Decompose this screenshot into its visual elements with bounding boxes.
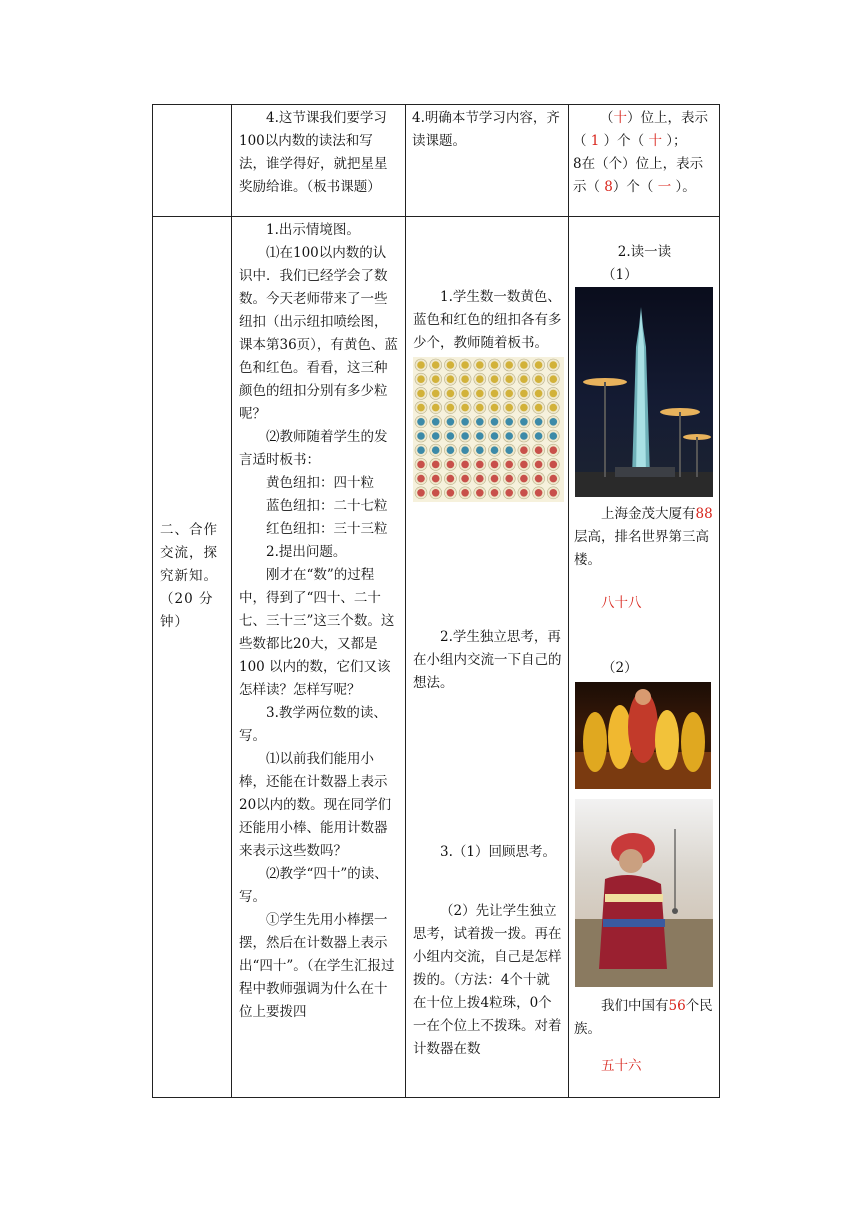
button-dot xyxy=(461,375,469,383)
button-dot xyxy=(520,404,528,412)
button-dot xyxy=(491,489,499,497)
button-dot xyxy=(505,489,513,497)
button-dot xyxy=(447,475,455,483)
button-dot xyxy=(535,461,543,469)
button-dot xyxy=(550,446,558,454)
button-dot xyxy=(491,432,499,440)
student-text: 4.明确本节学习内容，齐读课题。 xyxy=(412,110,560,149)
button-dot xyxy=(491,475,499,483)
button-dot xyxy=(417,489,425,497)
button-dot xyxy=(417,446,425,454)
button-dot xyxy=(505,461,513,469)
stage-cell xyxy=(153,217,232,1098)
button-dot xyxy=(476,461,484,469)
board-text: （十）位上，表示 （ 1 ）个（ 十 ）； 8在（个）位上，表示 示（ 8）个（ 一 ）。 xyxy=(573,110,708,195)
button-dot xyxy=(520,489,528,497)
teacher-text: 4.这节课我们要学习100以内数的读法和写法，谁学得好，就把星星奖励给谁。（板书课题） xyxy=(239,110,388,195)
button-dot xyxy=(432,375,440,383)
buttons-grid xyxy=(413,357,564,502)
button-dot xyxy=(505,361,513,369)
student-activity-cell xyxy=(406,217,569,1098)
building-caption: 上海金茂大厦有88层高，排名世界第三高楼。 xyxy=(574,506,713,568)
button-dot xyxy=(491,361,499,369)
student-activity-cell xyxy=(406,105,569,217)
button-dot xyxy=(447,375,455,383)
button-dot xyxy=(520,361,528,369)
answer-eighty-eight: 八十八 xyxy=(601,595,642,611)
answer-ten: 十 xyxy=(613,110,627,126)
button-dot xyxy=(432,361,440,369)
button-dot xyxy=(432,390,440,398)
teacher-activity-cell xyxy=(232,105,406,217)
button-dot xyxy=(417,390,425,398)
button-dot xyxy=(505,390,513,398)
button-dot xyxy=(520,418,528,426)
read-title: 2.读一读 xyxy=(617,244,672,260)
button-dot xyxy=(476,390,484,398)
button-dot xyxy=(520,390,528,398)
button-dot xyxy=(535,404,543,412)
button-dot xyxy=(432,418,440,426)
button-dot xyxy=(550,461,558,469)
button-dot xyxy=(447,361,455,369)
woman-photo-illustration xyxy=(575,799,713,987)
button-dot xyxy=(550,404,558,412)
button-dot xyxy=(491,461,499,469)
button-dot xyxy=(535,375,543,383)
button-dot xyxy=(535,489,543,497)
lesson-plan-table xyxy=(152,104,720,1098)
button-dot xyxy=(447,446,455,454)
button-dot xyxy=(520,475,528,483)
button-dot xyxy=(535,390,543,398)
button-dot xyxy=(461,475,469,483)
button-dot xyxy=(520,461,528,469)
button-dot xyxy=(535,418,543,426)
teacher-activity-cell xyxy=(232,217,406,1098)
button-dot xyxy=(432,475,440,483)
jinmao-tower-image xyxy=(575,287,713,497)
button-dot xyxy=(432,404,440,412)
button-dot xyxy=(432,461,440,469)
button-dot xyxy=(550,375,558,383)
button-dot xyxy=(476,489,484,497)
button-dot xyxy=(476,446,484,454)
button-dot xyxy=(535,446,543,454)
button-dot xyxy=(550,432,558,440)
dancers-image xyxy=(575,682,711,789)
button-dot xyxy=(505,432,513,440)
button-dot xyxy=(461,390,469,398)
button-dot xyxy=(461,361,469,369)
table-row xyxy=(153,105,720,217)
tower-photo-illustration xyxy=(575,287,713,497)
buttons-image xyxy=(413,357,564,502)
button-dot xyxy=(447,390,455,398)
button-dot xyxy=(417,432,425,440)
button-dot xyxy=(432,489,440,497)
button-dot xyxy=(505,404,513,412)
button-dot xyxy=(491,390,499,398)
button-dot xyxy=(476,375,484,383)
button-dot xyxy=(476,404,484,412)
button-dot xyxy=(447,461,455,469)
button-dot xyxy=(476,418,484,426)
button-dot xyxy=(476,361,484,369)
button-dot xyxy=(505,475,513,483)
answer-fifty-six: 五十六 xyxy=(601,1058,642,1074)
button-dot xyxy=(550,489,558,497)
sub-label-2: （2） xyxy=(602,660,638,676)
button-dot xyxy=(491,446,499,454)
button-dot xyxy=(417,461,425,469)
button-dot xyxy=(447,404,455,412)
button-dot xyxy=(491,418,499,426)
button-dot xyxy=(461,461,469,469)
button-dot xyxy=(417,418,425,426)
stage-label: 二、合作交流，探究新知。（20 分钟） xyxy=(160,522,218,630)
student-step-3: 3.（1）回顾思考。 xyxy=(440,844,556,860)
board-cell xyxy=(569,105,720,217)
button-dot xyxy=(447,432,455,440)
button-dot xyxy=(417,404,425,412)
button-dot xyxy=(432,432,440,440)
button-dot xyxy=(476,475,484,483)
button-dot xyxy=(550,475,558,483)
ethnic-woman-image xyxy=(575,799,713,987)
button-dot xyxy=(505,418,513,426)
button-dot xyxy=(520,375,528,383)
sub-label-1: （1） xyxy=(602,267,638,283)
button-dot xyxy=(476,432,484,440)
board-cell xyxy=(569,217,720,1098)
button-dot xyxy=(447,489,455,497)
teacher-steps: 1.出示情境图。 ⑴在100以内数的认识中．我们已经学会了数数。今天老师带来了一些纽扣（出示纽扣喷绘图，课本第36页），有黄色、蓝色和红色。看看，这三种颜色的纽扣分别有多少粒呢？ ⑵教师随着学生的发言适时板书： 黄色纽扣：四十粒 蓝色纽扣：二十七粒 红色纽扣：三十三粒 2.提出问题。 刚才在“数”的过程中，得到了“四十、二十七、三十三”这三个数。这些数都比20大，又都是 100 以内的数，它们又该怎样读？怎样写呢？ 3.教学两位数的读、写。 ⑴以前我们能用小棒，还能在计数器上表示20以内的数。现在同学们还能用小棒、能用计数器来表示这些数吗？ ⑵教学“四十”的读、写。 ①学生先用小棒摆一摆，然后在计数器上表示出“四十”。（在学生汇报过程中教师强调为什么在十位上要拨四 xyxy=(239,222,398,1020)
student-step-1: 1.学生数一数黄色、蓝色和红色的纽扣各有多少个，教师随着板书。 xyxy=(413,289,562,351)
button-dot xyxy=(520,446,528,454)
button-dot xyxy=(417,361,425,369)
button-dot xyxy=(461,404,469,412)
button-dot xyxy=(417,475,425,483)
button-dot xyxy=(535,475,543,483)
button-dot xyxy=(461,489,469,497)
button-dot xyxy=(461,418,469,426)
button-dot xyxy=(461,432,469,440)
table-row xyxy=(153,217,720,1098)
button-dot xyxy=(417,375,425,383)
button-dot xyxy=(447,418,455,426)
button-dot xyxy=(535,432,543,440)
button-dot xyxy=(491,404,499,412)
button-dot xyxy=(550,418,558,426)
button-dot xyxy=(535,361,543,369)
stage-cell-empty xyxy=(153,105,232,217)
button-dot xyxy=(491,375,499,383)
student-step-2: 2.学生独立思考，再在小组内交流一下自己的想法。 xyxy=(413,629,562,691)
student-step-4: （2）先让学生独立思考，试着拨一拨。再在小组内交流，自己是怎样拨的。（方法：4个十就在十位上拨4粒珠，0个一在个位上不拨珠。对着计数器在数 xyxy=(413,903,562,1057)
button-dot xyxy=(550,361,558,369)
button-dot xyxy=(461,446,469,454)
button-dot xyxy=(520,432,528,440)
nation-caption: 我们中国有56个民族。 xyxy=(574,998,713,1037)
button-dot xyxy=(550,390,558,398)
dancers-photo-illustration xyxy=(575,682,711,789)
button-dot xyxy=(505,375,513,383)
button-dot xyxy=(505,446,513,454)
button-dot xyxy=(432,446,440,454)
